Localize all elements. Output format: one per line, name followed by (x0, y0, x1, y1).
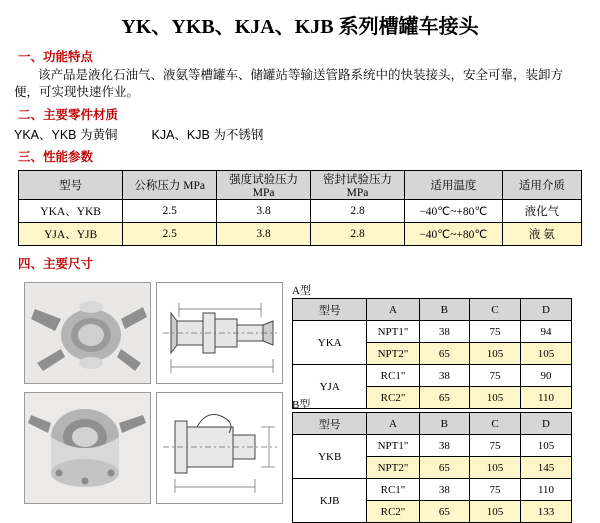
dim-header-cell: C (470, 413, 521, 435)
dim-cell: 145 (521, 457, 572, 479)
dim-cell: 110 (521, 387, 572, 409)
table-row (293, 321, 572, 343)
dim-header-cell: B (419, 413, 469, 435)
perf-header-cell: 适用介质 (502, 171, 581, 200)
dim-cell: 75 (470, 479, 521, 501)
coupling-photo-a-graphic (25, 283, 150, 383)
type-a-label: A型 (292, 285, 311, 297)
dim-header-cell: D (521, 413, 572, 435)
coupling-photo-b-graphic (25, 393, 150, 503)
perf-cell: 3.8 (217, 200, 311, 223)
perf-cell: −40℃~+80℃ (404, 200, 502, 223)
dim-cell: 105 (470, 457, 521, 479)
dim-cell-model: YKA (293, 321, 367, 365)
section-heading-dimensions: 四、主要尺寸 (18, 257, 94, 271)
perf-cell: YKA、YKB (19, 200, 123, 223)
dim-cell: RC1" (367, 479, 419, 501)
dim-cell-model: KJB (293, 479, 367, 523)
dim-cell: RC2" (367, 387, 419, 409)
dim-cell: 38 (419, 479, 469, 501)
coupling-drawing-a-image (156, 282, 283, 384)
coupling-photo-b-image (24, 392, 151, 504)
dim-header-cell: D (521, 299, 572, 321)
dim-cell-model: YJA (293, 365, 367, 409)
perf-cell: 2.5 (123, 200, 217, 223)
material-left-text: YKA、YKB 为黄铜 (14, 128, 118, 142)
dim-cell: RC1" (367, 365, 419, 387)
dim-cell: 38 (419, 435, 469, 457)
table-row (19, 223, 582, 246)
dim-header-cell: 型号 (293, 413, 367, 435)
perf-cell: 2.8 (311, 200, 405, 223)
coupling-photo-a-image (24, 282, 151, 384)
type-b-table (292, 412, 572, 523)
perf-header-cell: 密封试验压力 MPa (311, 171, 405, 200)
dim-cell: 110 (521, 479, 572, 501)
dim-header-cell: A (367, 413, 419, 435)
page-title: YK、YKB、KJA、KJB 系列槽罐车接头 (121, 16, 479, 38)
dimensions-area (0, 276, 600, 516)
coupling-drawing-b-image (156, 392, 283, 504)
coupling-drawing-a-graphic (157, 283, 282, 383)
dim-cell: 38 (419, 365, 469, 387)
dim-cell: 65 (419, 501, 469, 523)
table-row (19, 200, 582, 223)
dim-cell: 105 (521, 343, 572, 365)
dim-cell-model: YKB (293, 435, 367, 479)
material-line (14, 125, 600, 143)
material-right-text: KJA、KJB 为不锈钢 (151, 128, 264, 142)
dim-cell: 65 (419, 343, 469, 365)
table-row (293, 479, 572, 501)
dim-cell: 38 (419, 321, 469, 343)
dim-cell: 105 (521, 435, 572, 457)
dim-cell: 94 (521, 321, 572, 343)
dim-header-cell: A (367, 299, 419, 321)
section-heading-features: 一、功能特点 (18, 50, 94, 64)
coupling-drawing-b-graphic (157, 393, 282, 503)
perf-cell: 液 氨 (502, 223, 581, 246)
dim-cell: 65 (419, 457, 469, 479)
perf-header-cell: 强度试验压力 MPa (217, 171, 311, 200)
perf-cell: 2.8 (311, 223, 405, 246)
type-b-label: B型 (292, 399, 311, 411)
type-a-table-wrap (292, 298, 572, 409)
dim-cell: NPT2" (367, 343, 419, 365)
dim-cell: 75 (470, 321, 521, 343)
dim-cell: RC2" (367, 501, 419, 523)
dim-cell: 105 (470, 501, 521, 523)
perf-header-cell: 型号 (19, 171, 123, 200)
table-header-row (19, 171, 582, 200)
type-b-table-wrap (292, 412, 572, 523)
perf-cell: 液化气 (502, 200, 581, 223)
perf-cell: 2.5 (123, 223, 217, 246)
perf-header-cell: 公称压力 MPa (123, 171, 217, 200)
perf-cell: −40℃~+80℃ (404, 223, 502, 246)
features-paragraph: 该产品是液化石油气、液氨等槽罐车、储罐站等输送管路系统中的快装接头，安全可靠，装卸方便，可实现快速作业。 (14, 68, 564, 99)
section-heading-material: 二、主要零件材质 (18, 108, 119, 122)
dim-cell: 105 (470, 387, 521, 409)
type-a-table (292, 298, 572, 409)
dim-header-cell: B (419, 299, 469, 321)
dim-cell: 90 (521, 365, 572, 387)
dim-cell: NPT1" (367, 321, 419, 343)
dim-cell: 105 (470, 343, 521, 365)
table-header-row (293, 299, 572, 321)
dim-header-cell: 型号 (293, 299, 367, 321)
table-header-row (293, 413, 572, 435)
dim-cell: 133 (521, 501, 572, 523)
table-row (293, 365, 572, 387)
performance-table-wrap (18, 170, 582, 246)
performance-table (18, 170, 582, 246)
perf-cell: YJA、YJB (19, 223, 123, 246)
table-row (293, 435, 572, 457)
dim-cell: NPT1" (367, 435, 419, 457)
perf-cell: 3.8 (217, 223, 311, 246)
dim-cell: 65 (419, 387, 469, 409)
dim-header-cell: C (470, 299, 521, 321)
dim-cell: NPT2" (367, 457, 419, 479)
dim-cell: 75 (470, 435, 521, 457)
dim-cell: 75 (470, 365, 521, 387)
perf-header-cell: 适用温度 (404, 171, 502, 200)
section-heading-performance: 三、性能参数 (18, 150, 94, 164)
